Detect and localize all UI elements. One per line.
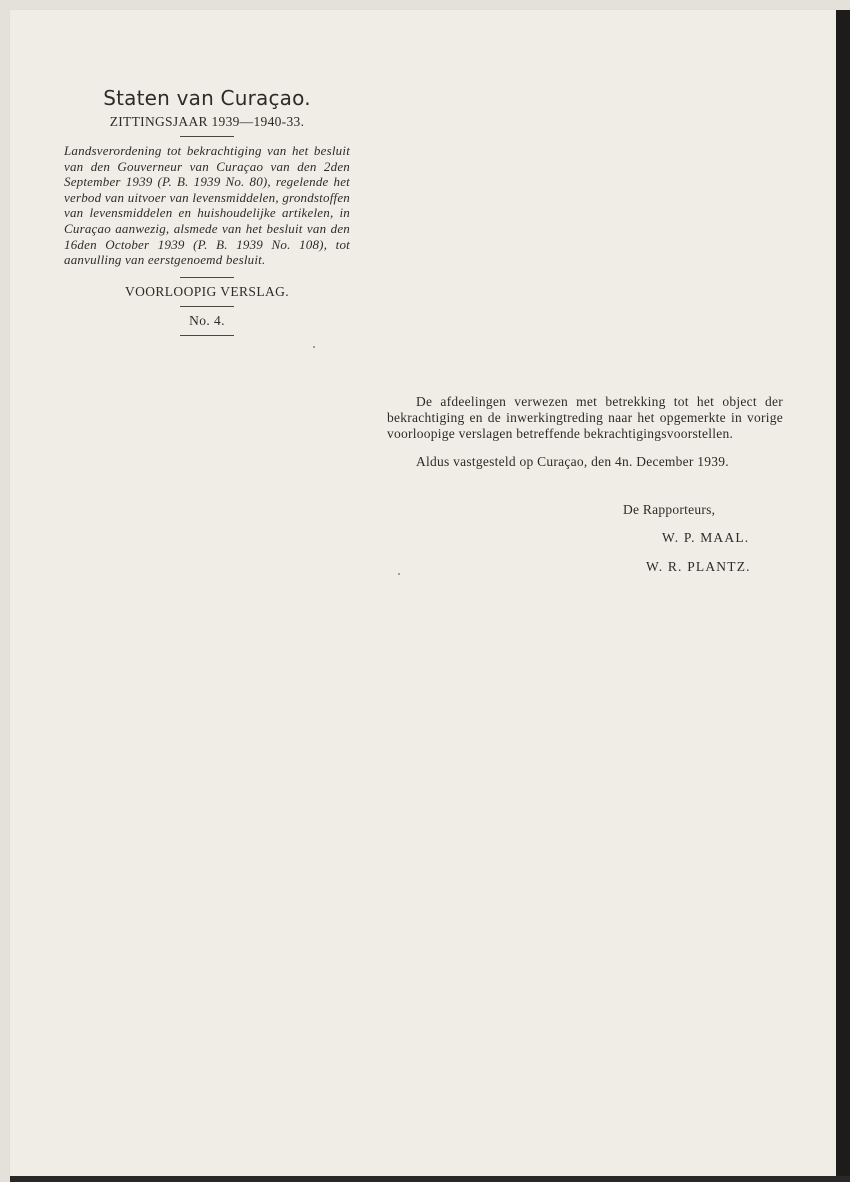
divider-rule: [180, 306, 234, 307]
paper-speck: [313, 346, 315, 348]
signer-name: W. R. PLANTZ.: [646, 559, 751, 574]
divider-rule: [180, 277, 234, 278]
scan-border-bottom: [10, 1176, 850, 1182]
scan-border-right: [836, 10, 850, 1182]
report-title: VOORLOOPIG VERSLAG.: [124, 283, 290, 299]
divider-rule: [180, 136, 234, 137]
closing-line: Aldus vastgesteld op Curaçao, den 4n. December 1939.: [416, 454, 729, 470]
divider-rule: [180, 335, 234, 336]
body-paragraph: De afdeelingen verwezen met betrekking tot het object der bekrachtiging en de inwerkingtreding naar het opgemerkte in vorige voorloopige verslagen betreffende bekrachtigingsvoorstellen.: [387, 394, 783, 441]
report-number: No. 4.: [189, 312, 225, 328]
document-header: [64, 80, 350, 342]
report-body: [387, 394, 783, 470]
document-title: Staten van Curaçao.: [103, 86, 311, 110]
paper-speck: [398, 573, 400, 575]
signer-name: W. P. MAAL.: [662, 530, 750, 545]
rapporteurs-label: De Rapporteurs,: [623, 502, 716, 517]
session-year: ZITTINGSJAAR 1939—1940-33.: [109, 114, 305, 129]
ordinance-subject: Landsverordening tot bekrachtiging van het besluit van den Gouverneur van Curaçao van den 2den September 1939 (P. B. 1939 No. 80), regelende het verbod van uitvoer van levensmiddelen, grondstoffen van levensmiddelen en huishoudelijke artikelen, in Curaçao aanwezig, alsmede van het besluit van den 16den October 1939 (P. B. 1939 No. 108), tot aanvulling van eerstgenoemd besluit.: [64, 143, 350, 268]
